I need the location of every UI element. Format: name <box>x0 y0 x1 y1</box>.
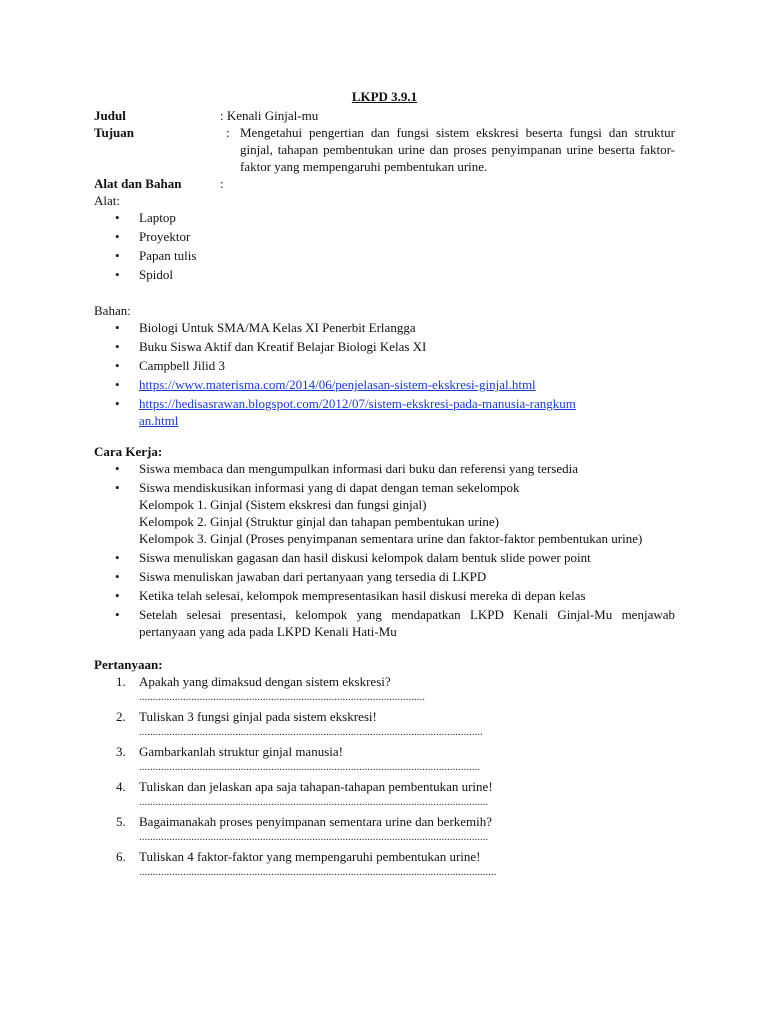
question-number: 1. <box>116 674 126 689</box>
answer-line[interactable]: ............................................................................................................................... <box>139 831 489 843</box>
bullet-icon: • <box>115 210 120 225</box>
question-number: 3. <box>116 744 126 759</box>
question-item <box>94 848 675 880</box>
question-item <box>94 708 675 740</box>
bahan-list <box>94 319 675 429</box>
list-item <box>94 395 675 429</box>
alat-bahan-colon: : <box>220 176 224 191</box>
question-text: Apakah yang dimaksud dengan sistem ekskresi? <box>139 674 391 689</box>
kelompok-3: Kelompok 3. Ginjal (Proses penyimpanan sementara urine dan faktor-faktor pembentukan urine) <box>139 531 643 546</box>
question-text: Tuliskan 4 faktor-faktor yang mempengaruhi pembentukan urine! <box>139 849 481 864</box>
question-text: Tuliskan dan jelaskan apa saja tahapan-tahapan pembentukan urine! <box>139 779 493 794</box>
bullet-icon: • <box>115 339 120 354</box>
list-item: • Siswa mendiskusikan informasi yang di dapat dengan teman sekelompok Kelompok 1. Ginjal (Sistem ekskresi dan fungsi ginjal) Kelompok 2. Ginjal (Struktur ginjal dan tahapan pembentukan urine) Kelompok 3. Ginjal (Proses penyimpanan sementara urine dan faktor-faktor pembentukan urine) <box>94 479 675 547</box>
judul-label: Judul <box>94 108 126 123</box>
question-number: 6. <box>116 849 126 864</box>
bullet-icon: • <box>115 267 120 282</box>
list-item: • Papan tulis <box>115 248 197 263</box>
question-item <box>94 778 675 810</box>
answer-line[interactable]: .................................................................................................................................. <box>139 866 497 878</box>
list-item: • Buku Siswa Aktif dan Kreatif Belajar Biologi Kelas XI <box>115 339 427 354</box>
list-item: • Siswa membaca dan mengumpulkan informasi dari buku dan referensi yang tersedia <box>115 461 578 476</box>
question-text: Bagaimanakah proses penyimpanan sementara urine dan berkemih? <box>139 814 493 829</box>
list-item: • Ketika telah selesai, kelompok mempresentasikan hasil diskusi mereka di depan kelas <box>115 588 586 603</box>
bullet-icon: • <box>115 461 120 476</box>
judul-field <box>94 107 675 124</box>
bullet-icon: • <box>115 377 120 392</box>
question-item <box>94 673 675 705</box>
cara-kerja-label: Cara Kerja: <box>94 444 163 459</box>
list-item: • Biologi Untuk SMA/MA Kelas XI Penerbit Erlangga <box>115 320 416 335</box>
bullet-icon: • <box>115 550 120 565</box>
document-title: LKPD 3.9.1 <box>351 89 418 104</box>
bullet-icon: • <box>115 569 120 584</box>
question-number: 2. <box>116 709 126 724</box>
question-number: 5. <box>116 814 126 829</box>
document-page <box>94 88 675 883</box>
list-item: • Proyektor <box>115 229 191 244</box>
list-item: • Laptop <box>115 210 176 225</box>
bullet-icon: • <box>115 588 120 603</box>
tujuan-field <box>94 124 675 175</box>
list-item: • Campbell Jilid 3 <box>115 358 225 373</box>
answer-line[interactable]: ............................................................................................................................... <box>139 796 489 808</box>
tujuan-label: Tujuan <box>94 125 134 140</box>
question-text: Gambarkanlah struktur ginjal manusia! <box>139 744 343 759</box>
cara-kerja-list <box>94 460 675 640</box>
list-item: • Siswa menuliskan gagasan dan hasil diskusi kelompok dalam bentuk slide power point <box>115 550 591 565</box>
answer-line[interactable]: ........................................................................................................ <box>139 691 425 703</box>
pertanyaan-list <box>94 673 675 880</box>
reference-link-hedisasrawan[interactable]: https://hedisasrawan.blogspot.com/2012/07/sistem-ekskresi-pada-manusia-rangkuman.html <box>139 396 576 428</box>
list-item <box>94 376 675 393</box>
question-item <box>94 743 675 775</box>
answer-line[interactable]: ............................................................................................................................ <box>139 761 480 773</box>
alat-label: Alat: <box>94 193 120 208</box>
alat-bahan-label: Alat dan Bahan <box>94 176 182 191</box>
bullet-icon: • <box>115 358 120 373</box>
question-text: Tuliskan 3 fungsi ginjal pada sistem ekskresi! <box>139 709 377 724</box>
alat-bahan-field <box>94 175 675 192</box>
list-item: • Spidol <box>115 267 173 282</box>
bahan-label: Bahan: <box>94 303 131 318</box>
list-item: • Siswa menuliskan jawaban dari pertanyaan yang tersedia di LKPD <box>115 569 487 584</box>
bullet-icon: • <box>115 607 120 622</box>
bullet-icon: • <box>115 229 120 244</box>
answer-line[interactable]: ............................................................................................................................. <box>139 726 483 738</box>
kelompok-1: Kelompok 1. Ginjal (Sistem ekskresi dan fungsi ginjal) <box>139 497 427 512</box>
pertanyaan-label: Pertanyaan: <box>94 657 163 672</box>
bullet-icon: • <box>115 480 120 495</box>
bullet-icon: • <box>115 248 120 263</box>
reference-link-materisma[interactable]: https://www.materisma.com/2014/06/penjelasan-sistem-ekskresi-ginjal.html <box>139 377 536 392</box>
bullet-icon: • <box>115 320 120 335</box>
bullet-icon: • <box>115 396 120 411</box>
judul-value: : Kenali Ginjal-mu <box>220 108 319 123</box>
tujuan-colon: : <box>226 125 230 140</box>
tujuan-value: Mengetahui pengertian dan fungsi sistem ekskresi beserta fungsi dan struktur ginjal, tahapan pembentukan urine dan proses penyimpanan urine beserta faktor-faktor yang mempengaruhi pembentukan urine. <box>240 125 675 174</box>
kelompok-2: Kelompok 2. Ginjal (Struktur ginjal dan tahapan pembentukan urine) <box>139 514 499 529</box>
question-item <box>94 813 675 845</box>
list-item: • Setelah selesai presentasi, kelompok yang mendapatkan LKPD Kenali Ginjal-Mu menjawab pertanyaan yang ada pada LKPD Kenali Hati-Mu <box>115 607 675 639</box>
question-number: 4. <box>116 779 126 794</box>
alat-list <box>94 209 675 283</box>
